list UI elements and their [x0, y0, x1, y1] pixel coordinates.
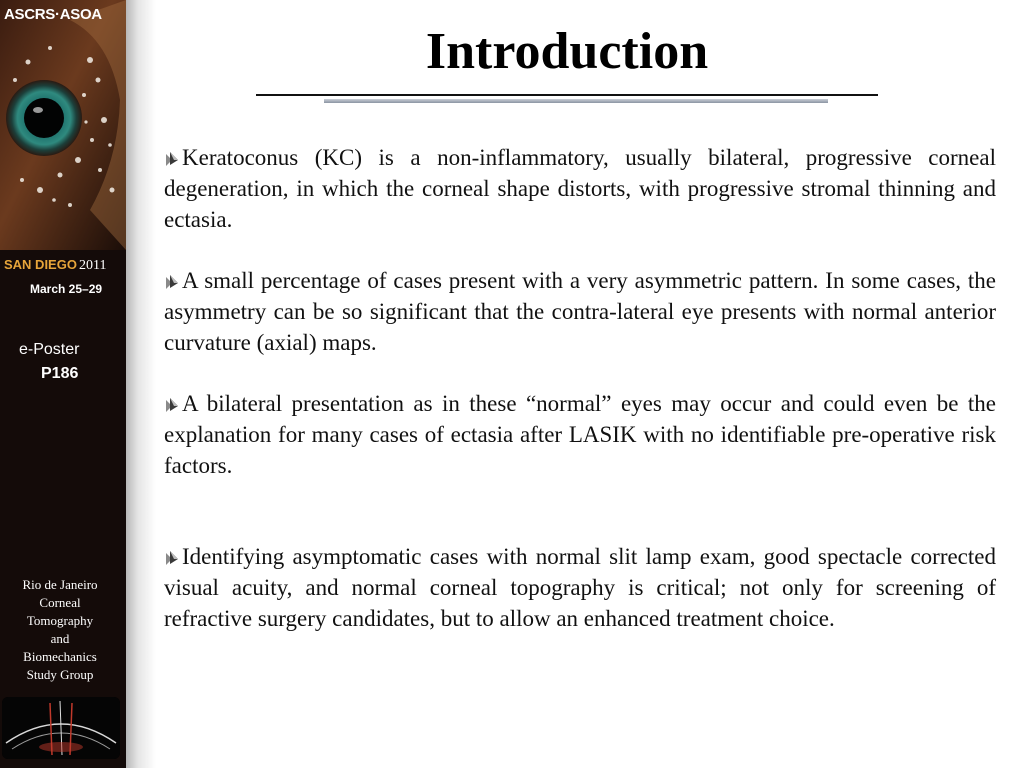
- eye-artwork: [0, 0, 126, 250]
- arrow-bullet-icon: [164, 151, 179, 167]
- arrow-bullet-icon: [164, 274, 179, 290]
- study-group-line: Corneal: [39, 595, 81, 610]
- sidebar-shadow: [126, 0, 156, 768]
- arrow-bullet-icon: [164, 397, 179, 413]
- conference-year: 2011: [78, 258, 107, 273]
- paragraph-text: A bilateral presentation as in these “normal” eyes may occur and could even be the explanation for many cases of ectasia after LASIK with no identifiable pre-operative risk factors.: [164, 391, 996, 478]
- paragraph-text: Identifying asymptomatic cases with normal slit lamp exam, good spectacle corrected visual acuity, and normal corneal topography is critical; not only for screening of refractive surgery candidates, but to allow an enhanced treatment choice.: [164, 544, 996, 631]
- arrow-bullet-icon: [164, 550, 179, 566]
- corneal-scan-thumbnail: [2, 697, 120, 759]
- intro-paragraph: [164, 542, 996, 634]
- conference-location: [4, 257, 106, 274]
- intro-paragraph: [164, 389, 996, 481]
- study-group-line: Tomography: [26, 613, 94, 628]
- poster-id: P186: [41, 365, 79, 382]
- slide-title: Introduction: [425, 23, 709, 80]
- eposter-label: e-Poster: [19, 341, 80, 358]
- intro-paragraph: [164, 143, 996, 235]
- paragraph-text: Keratoconus (KC) is a non-inflammatory, usually bilateral, progressive corneal degeneration, in which the corneal shape distorts, with progressive stromal thinning and ectasia.: [164, 145, 996, 232]
- study-group-line: Biomechanics: [23, 649, 97, 664]
- conference-logo: ASCRS·ASOA: [4, 6, 102, 23]
- conference-dates: March 25–29: [30, 282, 103, 296]
- sidebar: [0, 0, 126, 768]
- paragraph-text: A small percentage of cases present with a very asymmetric pattern. In some cases, the asymmetry can be so significant that the contra-lateral eye presents with normal anterior curvature (axial) maps.: [164, 268, 996, 355]
- study-group-line: and: [50, 631, 70, 646]
- study-group-line: Rio de Janeiro: [22, 577, 98, 592]
- study-group-line: Study Group: [26, 667, 94, 682]
- title-underline-accent: [324, 99, 828, 103]
- study-group-name: [2, 576, 118, 684]
- intro-paragraph: [164, 266, 996, 358]
- title-underline: [256, 94, 878, 96]
- city-name: SAN DIEGO: [4, 257, 77, 272]
